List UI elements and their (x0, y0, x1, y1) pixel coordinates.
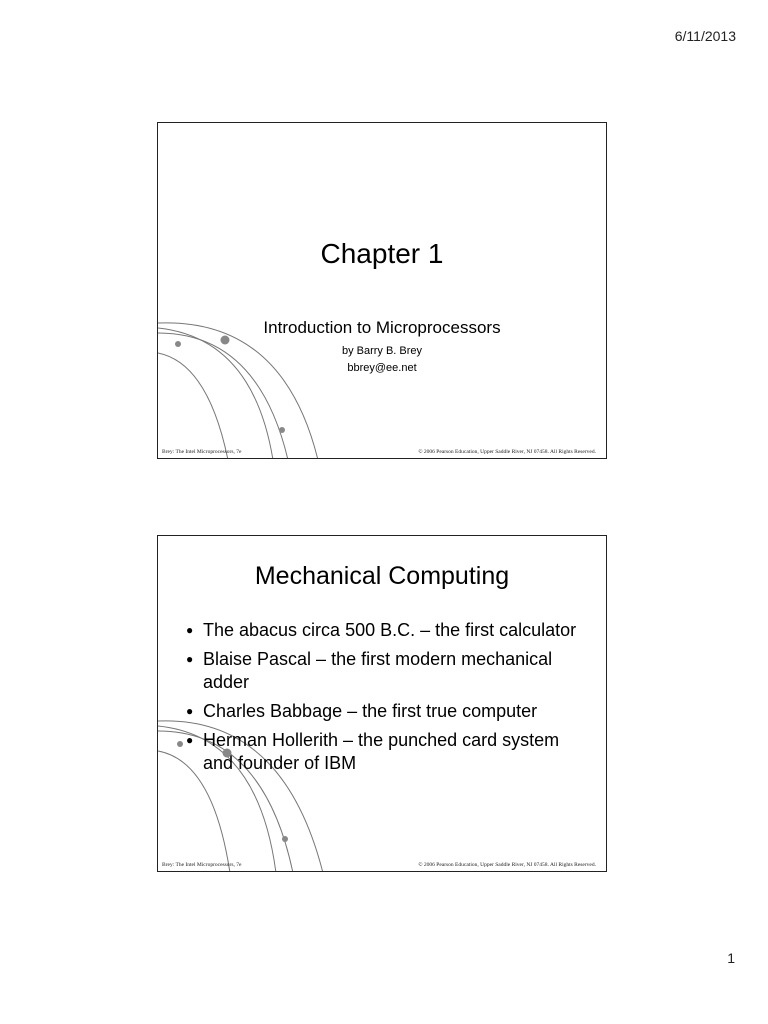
slide-title-text: Mechanical Computing (254, 562, 510, 590)
decorative-arcs (158, 123, 607, 459)
bullet-list (186, 619, 592, 781)
slide-mechanical-computing (157, 535, 607, 872)
slide-title (157, 122, 607, 459)
bullet-item: ● The abacus circa 500 B.C. – the first calculator (186, 619, 592, 642)
arc-dot-lower (279, 427, 285, 433)
bullet-item: ● Charles Babbage – the first true computer (186, 700, 592, 723)
slide-footer-left: Brey: The Intel Microprocessors, 7e (162, 862, 242, 868)
page-date: 6/11/2013 (674, 28, 736, 44)
slide-footer-right: © 2006 Pearson Education, Upper Saddle River, NJ 07458. All Rights Reserved. (418, 449, 596, 455)
bullet-item: ● Blaise Pascal – the first modern mechanical adder (186, 648, 592, 694)
slide-email: bbrey@ee.net (347, 362, 417, 374)
slide-footer-left: Brey: The Intel Microprocessors, 7e (162, 449, 242, 455)
arc-1 (158, 323, 318, 459)
page-number: 1 (727, 950, 735, 966)
slide-subtitle: Introduction to Microprocessors (263, 318, 501, 337)
arc-dot-small (177, 741, 183, 747)
slide-footer-right: © 2006 Pearson Education, Upper Saddle River, NJ 07458. All Rights Reserved. (418, 862, 596, 868)
bullet-item: ● Herman Hollerith – the punched card system and founder of IBM (186, 729, 592, 775)
slide-title-text: Chapter 1 (320, 238, 444, 269)
arc-dot-lower (282, 836, 288, 842)
slide-author: by Barry B. Brey (341, 345, 423, 357)
